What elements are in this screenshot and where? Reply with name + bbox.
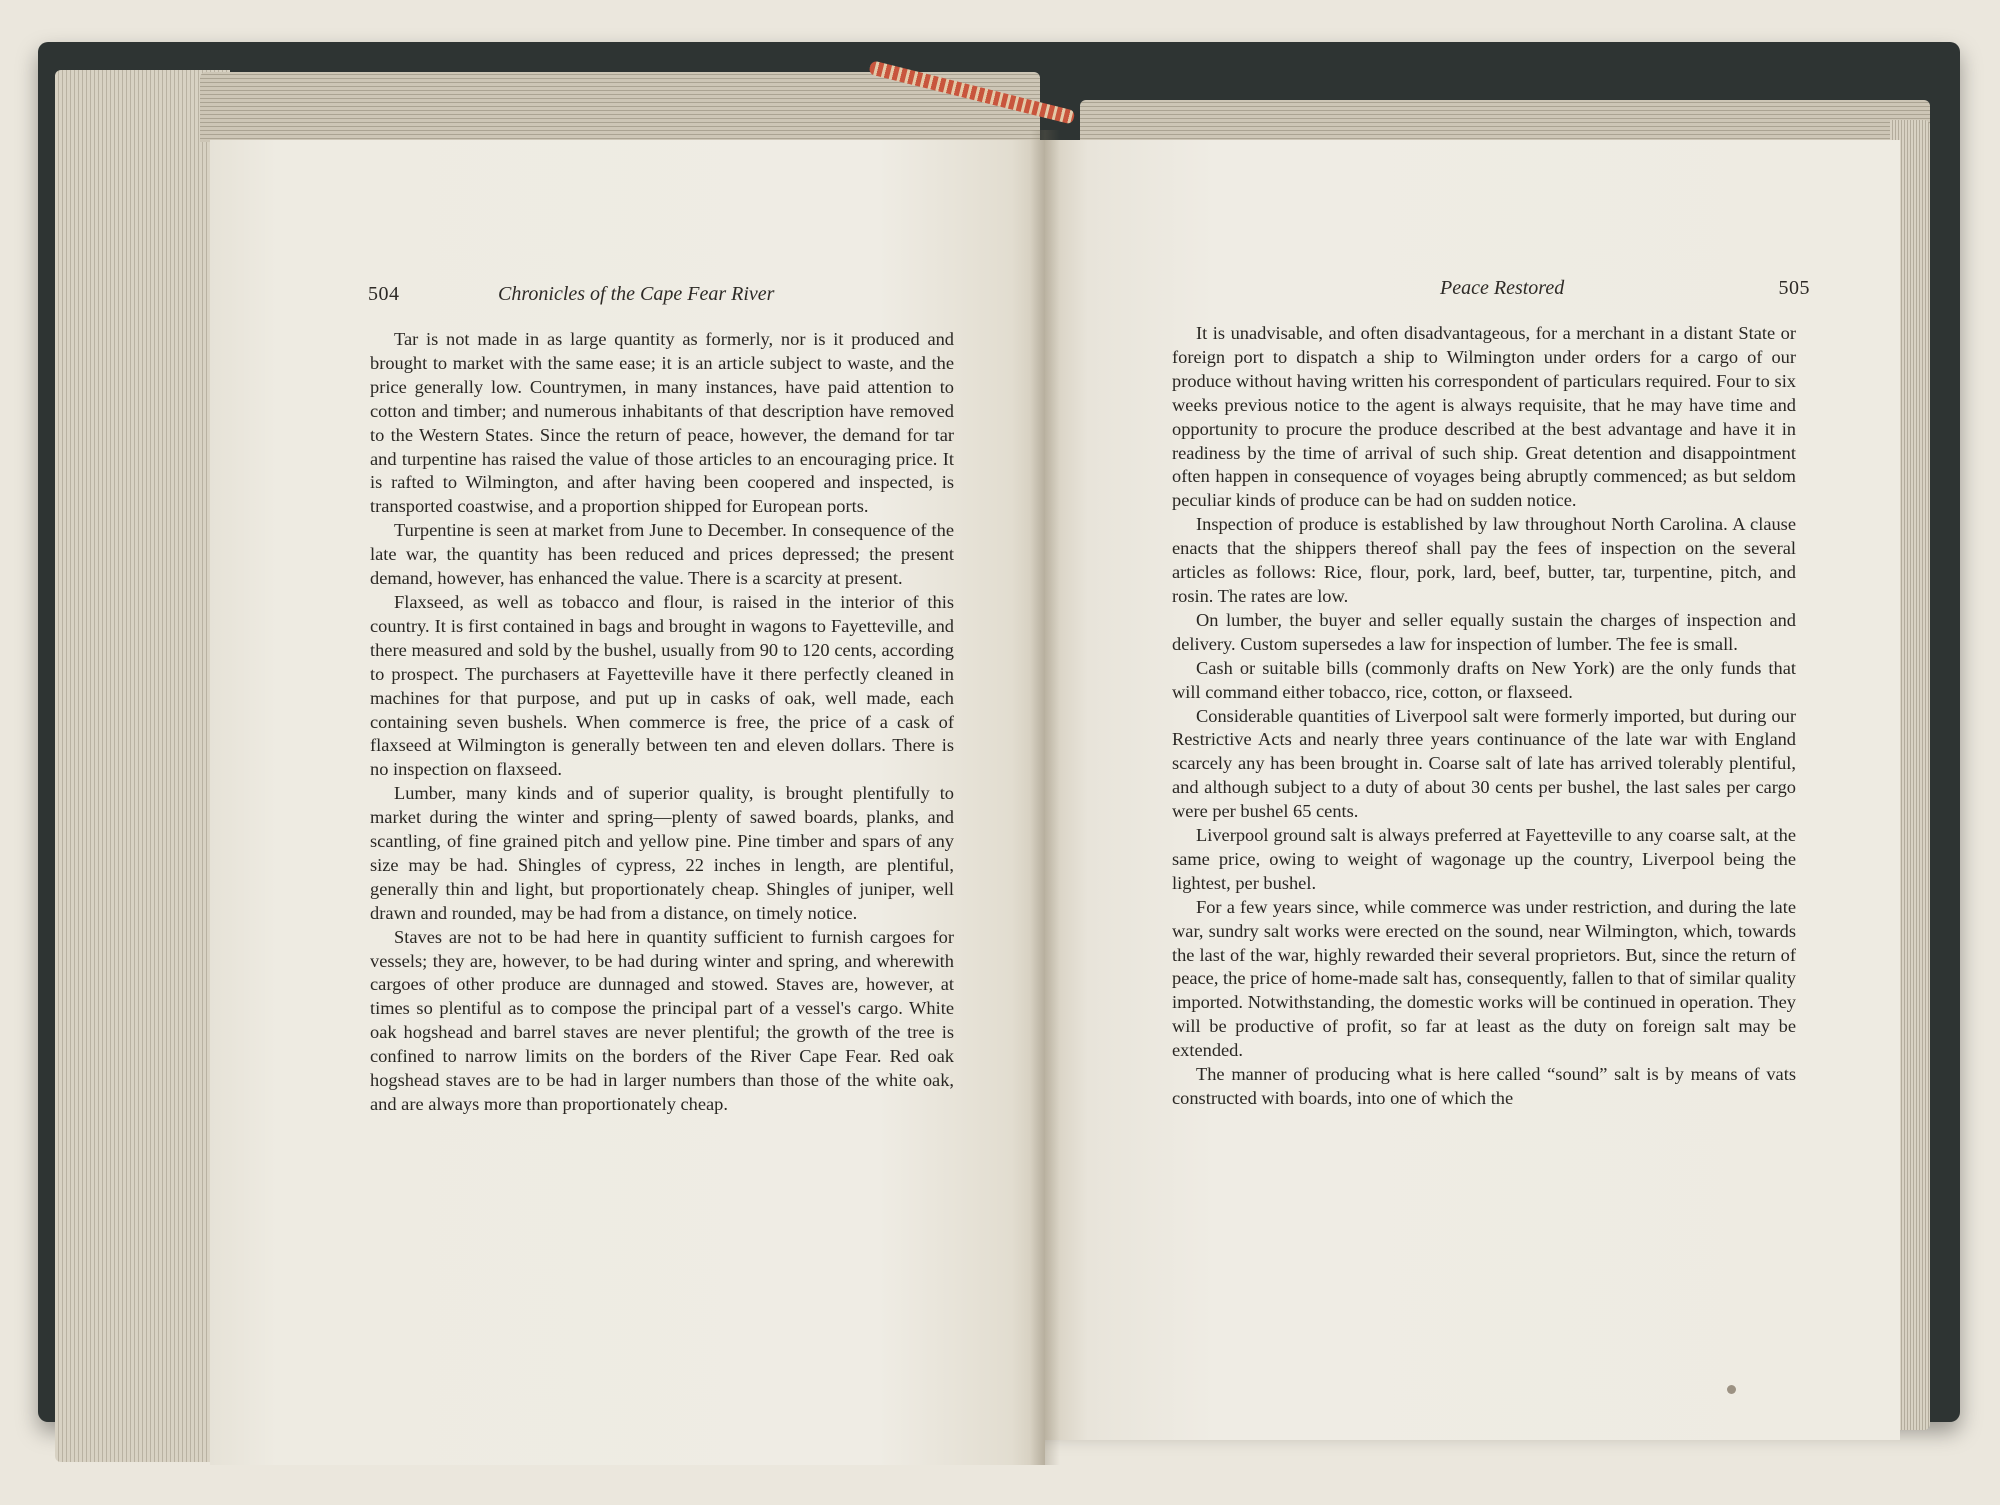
paragraph: The manner of producing what is here called “sound” salt is by means of vats constructed with boards, into one of which the bbox=[1172, 1064, 1796, 1108]
left-page-number: 504 bbox=[368, 283, 400, 305]
paragraph: Inspection of produce is established by law throughout North Carolina. A clause enacts that the shippers thereof shall pay the fees of inspection on the several articles as follows: Rice, flour, pork, lard, beef, butter, tar, turpentine, pitch, and rosin. The rates are low. bbox=[1172, 514, 1796, 606]
paragraph: Staves are not to be had here in quantity sufficient to furnish cargoes for vessels; they are, however, to be had during winter and spring, and wherewith cargoes of other produce are dunnaged and stowed. Staves are, however, at times so plentiful as to compose the principal part of a vessel's cargo. White oak hogshead and barrel staves are never plentiful; the growth of the tree is confined to narrow limits on the borders of the River Cape Fear. Red oak hogshead staves are to be had in larger numbers than those of the white oak, and are always more than proportionately cheap. bbox=[370, 926, 954, 1114]
paragraph: Turpentine is seen at market from June to December. In consequence of the late war, the quantity has been reduced and prices depressed; the present demand, however, has enhanced the value. There is a scarcity at present. bbox=[370, 520, 954, 589]
paragraph: It is unadvisable, and often disadvantageous, for a merchant in a distant State or foreign port to dispatch a ship to Wilmington under orders for a cargo of our produce without having written his correspondent of particulars required. Four to six weeks previous notice to the agent is always requisite, that he may have time and opportunity to procure the produce described at the best advantage and have it in readiness by the time of arrival of such ship. Great detention and disappointment often happen in consequence of voyages being abruptly commenced; as but seldom peculiar kinds of produce can be had on sudden notice. bbox=[1172, 323, 1796, 511]
right-page bbox=[1045, 140, 1900, 1440]
paper-spot bbox=[1727, 1385, 1736, 1394]
right-body-text bbox=[1172, 322, 1796, 1111]
gutter-shadow bbox=[1030, 130, 1060, 1465]
paragraph: Cash or suitable bills (commonly drafts on New York) are the only funds that will command either tobacco, rice, cotton, or flaxseed. bbox=[1172, 657, 1796, 702]
right-running-title: Peace Restored bbox=[1440, 277, 1565, 299]
paragraph: Flaxseed, as well as tobacco and flour, is raised in the interior of this country. It is first contained in bags and brought in wagons to Fayetteville, and there measured and sold by the bushel, usually from 90 to 120 cents, according to prospect. The purchasers at Fayetteville have it there perfectly cleaned in machines for that purpose, and put up in casks of oak, well made, each containing seven bushels. When commerce is free, the price of a cask of flaxseed at Wilmington is generally between ten and eleven dollars. There is no inspection on flaxseed. bbox=[370, 591, 954, 780]
right-page-number: 505 bbox=[1778, 277, 1810, 299]
paragraph: Tar is not made in as large quantity as formerly, nor is it produced and brought to market with the same ease; it is an article subject to waste, and the price generally low. Countrymen, in many instances, have paid attention to cotton and timber; and numerous inhabitants of that description have removed to the Western States. Since the return of peace, however, the demand for tar and turpentine has raised the value of those articles to an encouraging price. It is rafted to Wilmington, and after having been coopered and inspected, is transported coastwise, and a proportion shipped for European ports. bbox=[370, 329, 954, 517]
paragraph: Lumber, many kinds and of superior quality, is brought plentifully to market during the winter and spring—plenty of sawed boards, planks, and scantling, of fine grained pitch and yellow pine. Pine timber and spars of any size may be had. Shingles of cypress, 22 inches in length, are plentiful, generally thin and light, but proportionately cheap. Shingles of juniper, well drawn and rounded, may be had from a distance, on timely notice. bbox=[370, 783, 954, 923]
left-running-title: Chronicles of the Cape Fear River bbox=[498, 283, 775, 305]
page-edges-left bbox=[55, 70, 230, 1462]
paragraph: Liverpool ground salt is always preferred at Fayetteville to any coarse salt, at the same price, owing to weight of wagonage up the country, Liverpool being the lightest, per bushel. bbox=[1172, 825, 1796, 893]
paragraph: Considerable quantities of Liverpool salt were formerly imported, but during our Restrictive Acts and nearly three years continuance of the late war with England scarcely any has been brought in. Coarse salt of late has arrived tolerably plentiful, and although subject to a duty of about 30 cents per bushel, the last sales per cargo were per bushel 65 cents. bbox=[1172, 705, 1796, 822]
left-body-text bbox=[370, 328, 954, 1117]
paragraph: On lumber, the buyer and seller equally sustain the charges of inspection and delivery. Custom supersedes a law for inspection of lumber. The fee is small. bbox=[1172, 609, 1796, 654]
paragraph: For a few years since, while commerce was under restriction, and during the late war, sundry salt works were erected on the sound, near Wilmington, which, towards the last of the war, highly rewarded their several proprietors. But, since the return of peace, the price of home-made salt has, consequently, fallen to that of similar quality imported. Notwithstanding, the domestic works will be continued in operation. They will be productive of profit, so far at least as the duty on foreign salt may be extended. bbox=[1172, 896, 1796, 1061]
left-page bbox=[210, 140, 1045, 1465]
